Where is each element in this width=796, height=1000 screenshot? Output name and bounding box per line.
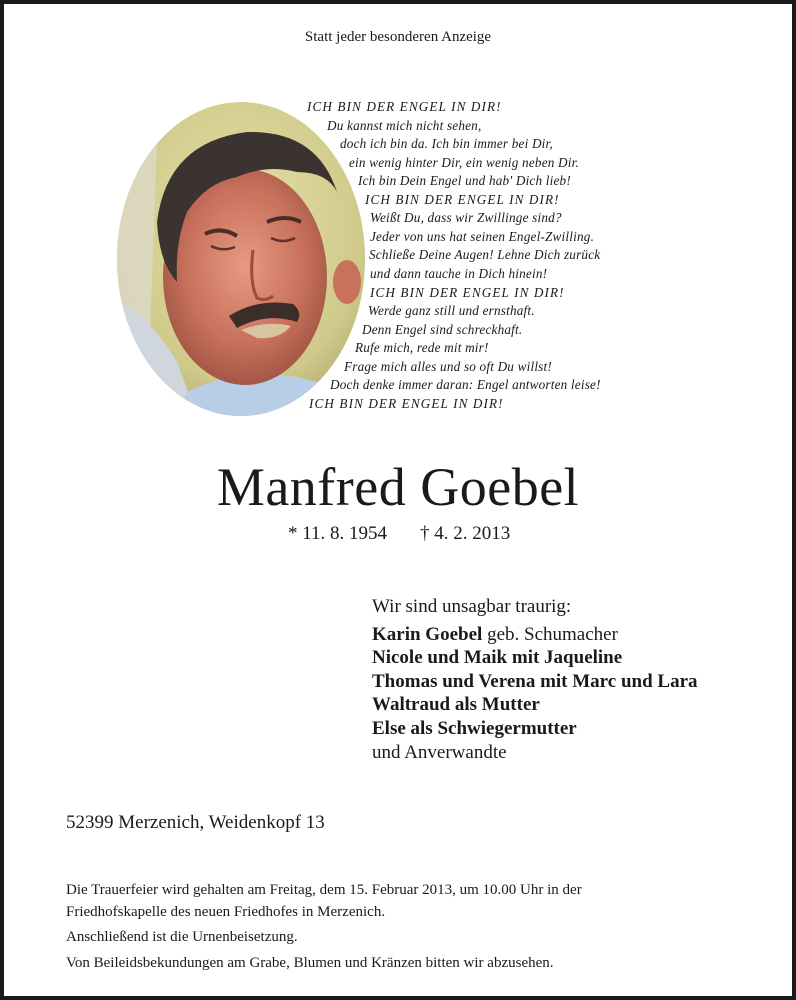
mourner-name: Nicole und Maik mit Jaqueline [372,647,623,669]
poem-line: und dann tauche in Dich hinein! [370,265,548,281]
mourner-name: Karin Goebel [372,623,483,645]
poem-line: ICH BIN DER ENGEL IN DIR! [370,284,565,300]
mourner-suffix: geb. Schumacher [482,623,618,645]
poem-line: Weißt Du, dass wir Zwillinge sind? [370,210,562,226]
portrait-photo [117,102,365,416]
address: 52399 Merzenich, Weidenkopf 13 [66,812,325,833]
funeral-info [66,880,738,974]
poem-line: Denn Engel sind schreckhaft. [362,321,523,337]
funeral-line: Friedhofskapelle des neuen Friedhofes in Merzenich. [66,903,386,920]
death-date: † 4. 2. 2013 [420,523,511,544]
poem-line: Jeder von uns hat seinen Engel-Zwilling. [370,228,595,244]
poem-line: Ich bin Dein Engel und hab' Dich lieb! [358,173,571,189]
poem-line: Du kannst mich nicht sehen, [327,117,482,133]
mourners-intro: Wir sind unsagbar traurig: [372,596,572,617]
mourner-name: Thomas und Verena mit Marc und Lara [372,670,698,692]
poem-line: doch ich bin da. Ich bin immer bei Dir, [340,136,553,152]
funeral-line: Die Trauerfeier wird gehalten am Freitag, dem 15. Februar 2013, um 10.00 Uhr in der [66,882,582,898]
mourner-entry [372,670,698,694]
poem-line: ICH BIN DER ENGEL IN DIR! [307,99,502,114]
poem-line: Rufe mich, rede mit mir! [355,340,489,356]
poem-line: Frage mich alles und so oft Du willst! [344,358,552,374]
mourner-entry [372,693,698,717]
poem-line: ICH BIN DER ENGEL IN DIR! [309,395,504,411]
mourners-closing: und Anverwandte [372,741,507,763]
mourner-entry [372,623,698,647]
poem-line: ICH BIN DER ENGEL IN DIR! [365,191,560,207]
mourner-entry [372,646,698,670]
portrait-icon [117,102,365,416]
birth-date: * 11. 8. 1954 [288,523,388,544]
mourner-name: Waltraud als Mutter [372,694,540,716]
poem-line: Doch denke immer daran: Engel antworten leise! [330,377,601,393]
notice-header: Statt jeder besonderen Anzeige [304,29,492,45]
mourner-entry [372,717,698,741]
poem-line: Schließe Deine Augen! Lehne Dich zurück [369,247,601,263]
mourners-block [372,595,698,764]
mourner-name: Else als Schwiegermutter [372,717,577,739]
poem-line: ein wenig hinter Dir, ein wenig neben Dir. [349,154,579,170]
deceased-name: Manfred Goebel [216,457,580,517]
funeral-line: Von Beileidsbekundungen am Grabe, Blumen und Kränzen bitten wir abzusehen. [66,954,554,971]
funeral-line: Anschließend ist die Urnenbeisetzung. [66,929,298,945]
poem-line: Werde ganz still und ernsthaft. [368,303,535,319]
